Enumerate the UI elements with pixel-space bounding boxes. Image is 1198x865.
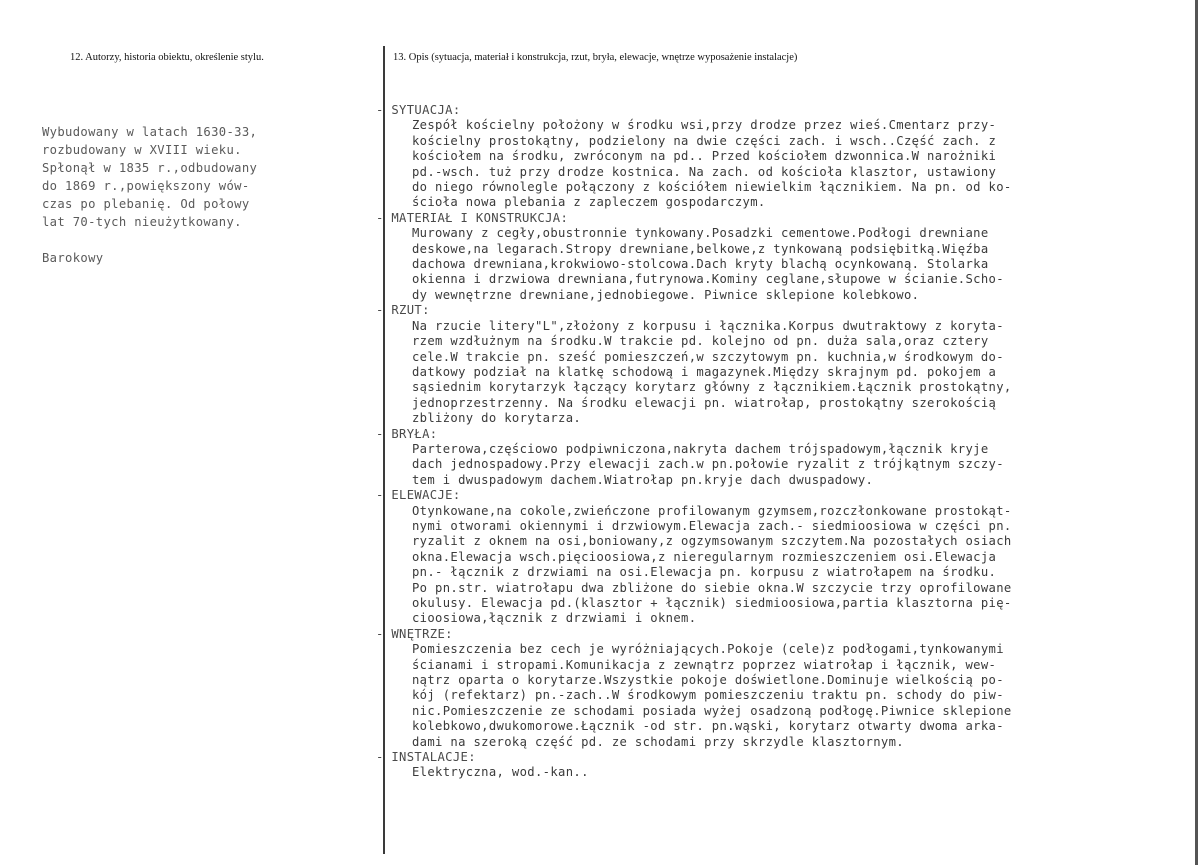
description-line: dy wewnętrzne drewniane,jednobiegowe. Piwnice sklepione kolebkowo. — [412, 287, 920, 302]
description-line: do niego równolegle połączony z kościółem niewielkim łącznikiem. Na pn. od ko- — [412, 180, 1012, 195]
history-line: Spłonął w 1835 r.,odbudowany — [42, 161, 258, 175]
description-line: ścioła nowa plebania z zapleczem gospodarczym. — [412, 195, 766, 210]
description-line: Otynkowane,na cokole,zwieńczone profilowanym gzymsem,rozczłonkowane prostokąt- — [412, 503, 1012, 518]
description-line: dami na szeroką część pd. ze schodami przy skrzydle klasztornym. — [412, 734, 904, 749]
history-line: rozbudowany w XVIII wieku. — [42, 143, 242, 157]
section-heading: - MATERIAŁ I KONSTRUKCJA: — [376, 210, 569, 225]
description-line: dachowa drewniana,krokwiowo-stolcowa.Dach kryty blachą ocynkowaną. Stolarka — [412, 257, 989, 272]
history-line: lat 70-tych nieużytkowany. — [42, 215, 242, 229]
description-line: sąsiednim korytarzyk łączący korytarz główny z łącznikiem.Łącznik prostokątny, — [412, 380, 1012, 395]
section-heading: - SYTUACJA: — [376, 103, 461, 117]
section-heading: - RZUT: — [376, 303, 430, 318]
description-line: kościołem na środku, zwróconym na pd.. Przed kościołem dzwonnica.W narożniki — [412, 149, 997, 164]
description-line: Murowany z cegły,obustronnie tynkowany.Posadzki cementowe.Podłogi drewniane — [412, 226, 989, 241]
section-12-header: 12. Autorzy, historia obiektu, określenie stylu. — [70, 52, 264, 63]
description-line: kój (refektarz) pn.-zach..W środkowym pomieszczeniu traktu pn. schody do piw- — [412, 688, 1004, 703]
section-heading: - INSTALACJE: — [376, 750, 476, 765]
description-line: nymi otworami okiennymi i drzwiowym.Elewacja zach.- siedmioosiowa w części pn. — [412, 518, 1012, 533]
description-line: kościelny prostokątny, podzielony na dwie części zach. i wsch..Część zach. z — [412, 133, 997, 148]
description-line: pn.- łącznik z drzwiami na osi.Elewacja pn. korpusu z wiatrołapem na środku. — [412, 565, 997, 580]
description-line: zbliżony do korytarza. — [412, 411, 582, 426]
description-line: okulusy. Elewacja pd.(klasztor + łącznik) siedmioosiowa,partia klasztorna pię- — [412, 596, 1012, 610]
description-line: ryzalit z oknem na osi,boniowany,z ogzymsowanym szczytem.Na pozostałych osiach — [412, 534, 1012, 549]
description-line: okna.Elewacja wsch.pięcioosiowa,z nieregularnym rozmieszczeniem osi.Elewacja — [412, 549, 997, 564]
section-heading: - ELEWACJE: — [376, 488, 461, 503]
history-line: Wybudowany w latach 1630-33, — [42, 125, 258, 139]
description-line: pd.-wsch. tuż przy drodze kostnica. Na zach. od kościoła klasztor, ustawiony — [412, 164, 997, 179]
description-line: jednoprzestrzenny. Na środku elewacji pn. wiatrołap, prostokątny szerokością — [412, 395, 997, 410]
style-label: Barokowy — [42, 251, 104, 265]
description-line: okienna i drzwiowa drewniana,futrynowa.Kominy ceglane,słupowe w ścianie.Scho- — [412, 272, 1004, 287]
description-line: Parterowa,częściowo podpiwniczona,nakryta dachem trójspadowym,łącznik kryje — [412, 441, 989, 456]
description-line: Pomieszczenia bez cech je wyróżniających.Pokoje (cele)z podłogami,tynkowanymi — [412, 642, 1004, 657]
description-line: nątrz oparta o korytarze.Wszystkie pokoje doświetlone.Dominuje wielkością po- — [412, 673, 1004, 688]
history-text — [42, 123, 372, 267]
section-heading: - WNĘTRZE: — [376, 626, 453, 641]
description-line: Na rzucie litery"L",złożony z korpusu i łącznika.Korpus dwutraktowy z koryta- — [412, 318, 1004, 333]
description-line: nic.Pomieszczenie ze schodami posiada wyżej osadzoną podłogę.Piwnice sklepione — [412, 703, 1012, 718]
description-line: datkowy podział na klatkę schodową i magazynek.Między skrajnym pd. pokojem a — [412, 364, 997, 379]
description-line: ścianami i stropami.Komunikacja z zewnątrz poprzez wiatrołap i łącznik, wew- — [412, 657, 997, 672]
section-13-header: 13. Opis (sytuacja, materiał i konstrukcja, rzut, bryła, elewacje, wnętrze wyposażenie instalacje) — [393, 52, 798, 63]
description-line: cele.W trakcie pn. sześć pomieszczeń,w szczytowym pn. kuchnia,w środkowym do- — [412, 349, 1004, 364]
description-line: Po pn.str. wiatrołapu dwa zbliżone do siebie okna.W szczycie trzy oprofilowane — [412, 580, 1012, 595]
description-line: Zespół kościelny położony w środku wsi,przy drodze przez wieś.Cmentarz przy- — [412, 118, 997, 133]
description-line: Elektryczna, wod.-kan.. — [412, 765, 589, 780]
description-line: deskowe,na legarach.Stropy drewniane,belkowe,z tynkowaną podsiębitką.Więźba — [412, 241, 989, 256]
description-line: tem i dwuspadowym dachem.Wiatrołap pn.kryje dach dwuspadowy. — [412, 472, 874, 487]
history-line: do 1869 r.,powiększony wów- — [42, 179, 250, 193]
history-line: czas po plebanię. Od połowy — [42, 197, 250, 211]
description-line: kolebkowo,dwukomorowe.Łącznik -od str. pn.wąski, korytarz otwarty dwoma arka- — [412, 719, 1004, 734]
description-line: cioosiowa,łącznik z drzwiami i oknem. — [412, 611, 697, 626]
section-heading: - BRYŁA: — [376, 426, 438, 441]
description-line: rzem wzdłużnym na środku.W trakcie pd. kolejno od pn. duża sala,oraz cztery — [412, 334, 989, 349]
description-line: dach jednospadowy.Przy elewacji zach.w pn.połowie ryzalit z trójkątnym szczy- — [412, 457, 1004, 472]
description-text — [376, 103, 1191, 781]
